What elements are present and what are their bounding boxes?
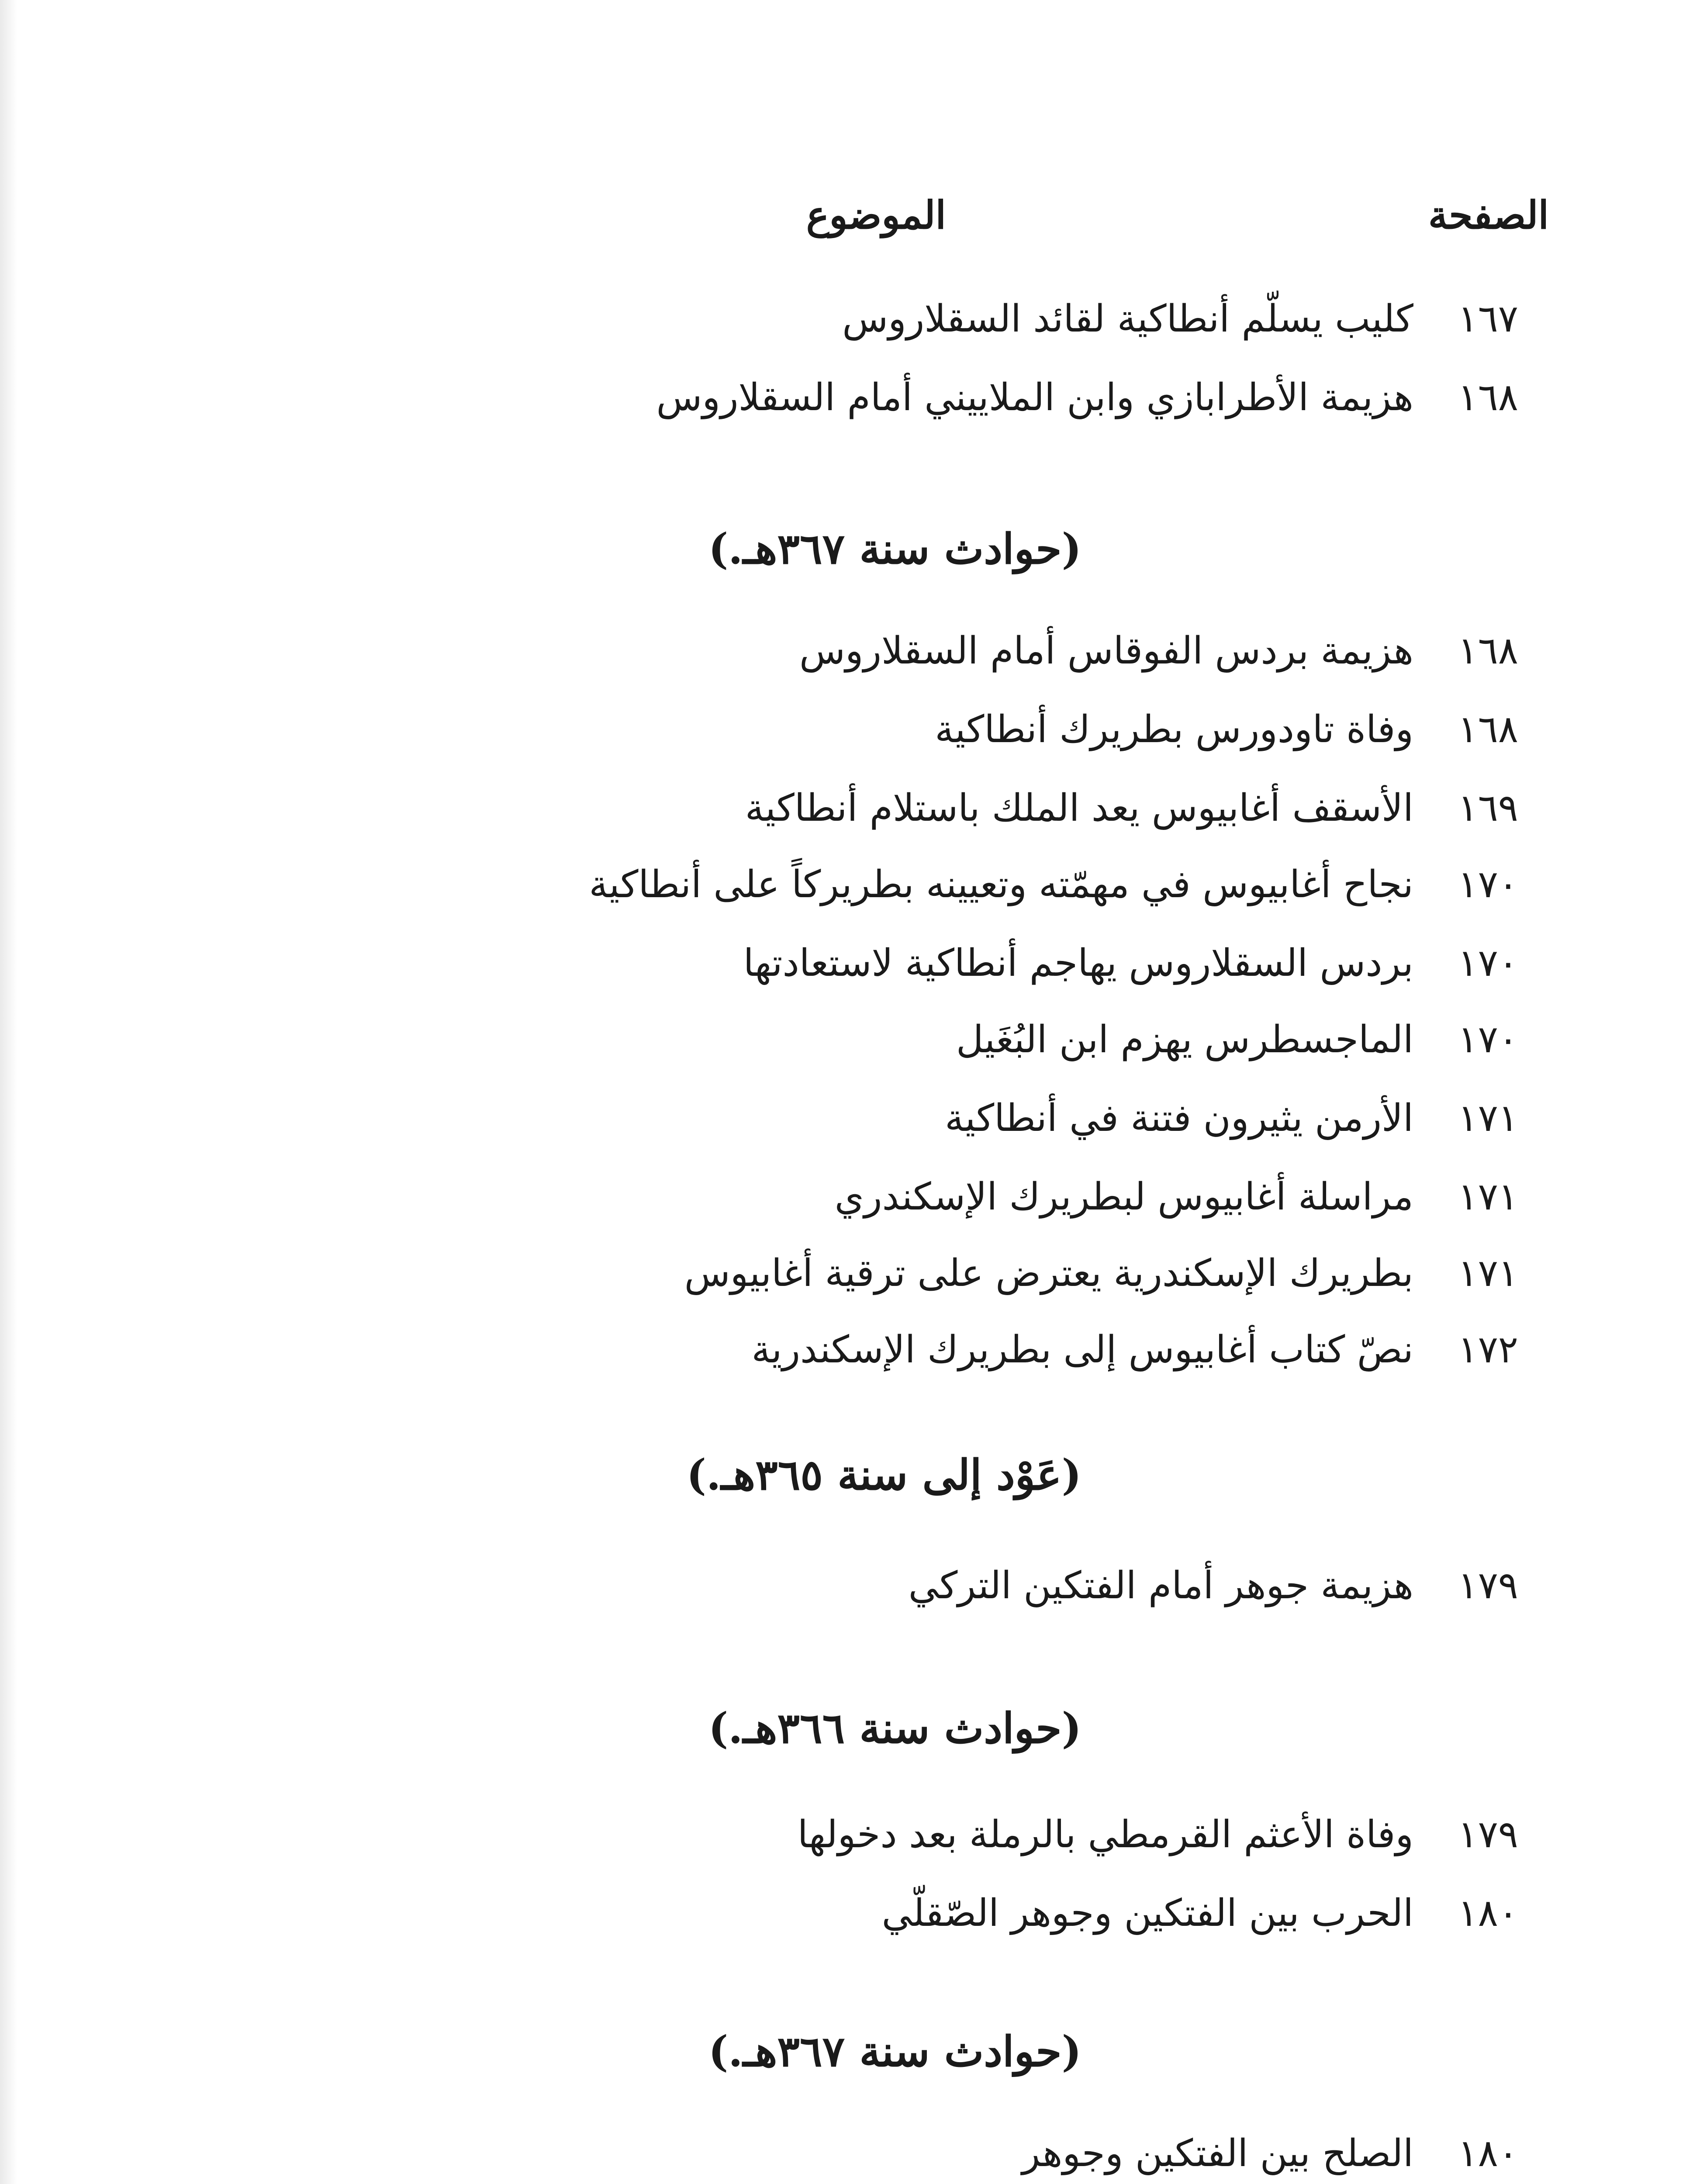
toc-entry (0, 708, 1693, 769)
toc-entry (0, 376, 1693, 437)
entry-page-number: ١٧٩ (1458, 1564, 1518, 1607)
section-heading: (حوادث سنة ٣٦٧هـ.) (708, 524, 1081, 574)
entry-topic: وفاة تاودورس بطريرك أنطاكية (935, 708, 1413, 751)
entry-page-number: ١٦٨ (1458, 708, 1518, 751)
toc-entry (0, 941, 1693, 1002)
toc-entry (0, 297, 1693, 358)
entry-topic: مراسلة أغابيوس لبطريرك الإسكندري (834, 1175, 1413, 1219)
toc-entry (0, 1328, 1693, 1389)
entry-topic: هزيمة الأطرابازي وابن الملاييني أمام السقلاروس (656, 376, 1413, 419)
toc-entry (0, 2132, 1693, 2184)
entry-page-number: ١٧٩ (1458, 1813, 1518, 1856)
toc-entry (0, 1891, 1693, 1952)
toc-entry (0, 1564, 1693, 1625)
entry-topic: بردس السقلاروس يهاجم أنطاكية لاستعادتها (743, 941, 1413, 985)
entry-topic: الحرب بين الفتكين وجوهر الصّقلّي (881, 1891, 1413, 1935)
entry-page-number: ١٧٠ (1458, 941, 1518, 985)
toc-entry (0, 1018, 1693, 1079)
entry-topic: بطريرك الإسكندرية يعترض على ترقية أغابيوس (684, 1251, 1413, 1295)
entry-topic: نجاح أغابيوس في مهمّته وتعيينه بطريركاً على أنطاكية (589, 863, 1413, 906)
toc-entry (0, 629, 1693, 690)
toc-entry (0, 863, 1693, 924)
entry-page-number: ١٨٠ (1458, 2132, 1518, 2175)
entry-page-number: ١٦٨ (1458, 376, 1518, 419)
entry-topic: هزيمة جوهر أمام الفتكين التركي (908, 1564, 1413, 1607)
entry-page-number: ١٧١ (1458, 1175, 1518, 1219)
entry-topic: نصّ كتاب أغابيوس إلى بطريرك الإسكندرية (751, 1328, 1413, 1372)
section-heading: (حوادث سنة ٣٦٦هـ.) (708, 1704, 1081, 1753)
entry-topic: الصلح بين الفتكين وجوهر (1022, 2132, 1413, 2175)
entry-page-number: ١٧٠ (1458, 863, 1518, 906)
toc-entry (0, 1251, 1693, 1313)
entry-topic: وفاة الأعثم القرمطي بالرملة بعد دخولها (797, 1813, 1413, 1856)
entry-topic: هزيمة بردس الفوقاس أمام السقلاروس (799, 629, 1413, 673)
toc-entry (0, 1175, 1693, 1236)
toc-entry (0, 1096, 1693, 1158)
section-heading: (عَوْد إلى سنة ٣٦٥هـ.) (686, 1450, 1081, 1500)
topic-column-header: الموضوع (806, 192, 946, 238)
entry-topic: كليب يسلّم أنطاكية لقائد السقلاروس (842, 297, 1413, 341)
entry-page-number: ١٧٢ (1458, 1328, 1518, 1372)
toc-entry (0, 786, 1693, 847)
entry-page-number: ١٧١ (1458, 1251, 1518, 1295)
entry-page-number: ١٦٨ (1458, 629, 1518, 673)
entry-topic: الأسقف أغابيوس يعد الملك باستلام أنطاكية (745, 786, 1413, 830)
entry-page-number: ١٧١ (1458, 1096, 1518, 1140)
entry-topic: الأرمن يثيرون فتنة في أنطاكية (945, 1096, 1413, 1140)
entry-page-number: ١٦٧ (1458, 297, 1518, 341)
toc-entry (0, 1813, 1693, 1874)
section-heading: (حوادث سنة ٣٦٧هـ.) (708, 2027, 1081, 2076)
entry-page-number: ١٧٠ (1458, 1018, 1518, 1061)
entry-topic: الماجسطرس يهزم ابن البُغَيل (956, 1018, 1413, 1061)
page-column-header: الصفحة (1428, 192, 1549, 238)
entry-page-number: ١٨٠ (1458, 1891, 1518, 1935)
entry-page-number: ١٦٩ (1458, 786, 1518, 830)
